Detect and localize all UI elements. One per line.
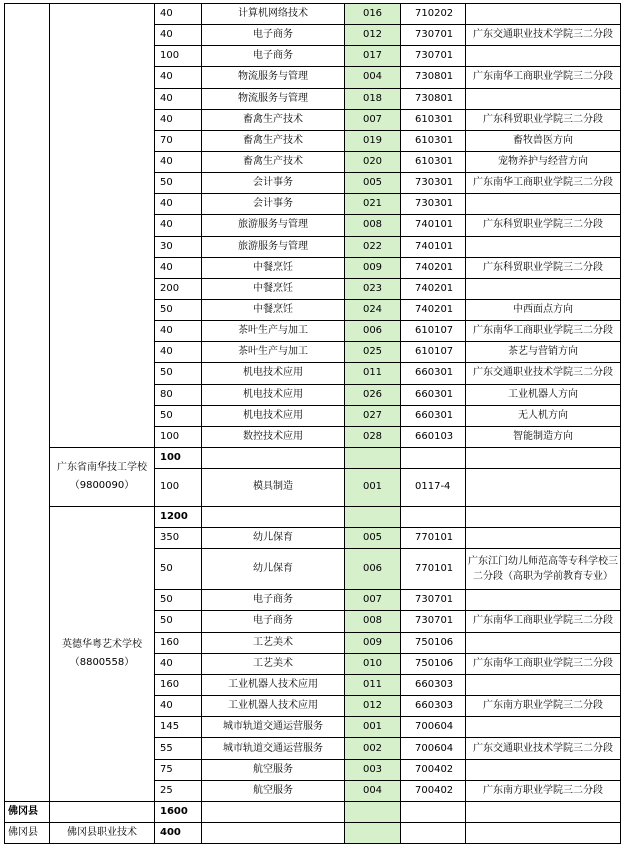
major-code-cell — [345, 447, 401, 468]
major-name-cell: 茶叶生产与加工 — [202, 342, 345, 363]
note-cell — [466, 590, 621, 611]
plan-count-cell: 30 — [155, 236, 202, 257]
major-code-cell: 011 — [345, 363, 401, 384]
plan-count-cell: 40 — [155, 25, 202, 46]
school-name-cell — [50, 506, 155, 801]
note-cell: 广东南华工商职业学院三二分段 — [466, 611, 621, 632]
table-cell — [401, 802, 466, 823]
county-name-cell: 佛冈县 — [5, 823, 50, 844]
table-cell — [202, 447, 345, 468]
plan-count-cell: 40 — [155, 696, 202, 717]
table-cell — [401, 823, 466, 844]
plan-count-cell: 40 — [155, 88, 202, 109]
table-row — [5, 447, 621, 468]
plan-count-cell: 100 — [155, 46, 202, 67]
major-code-cell: 012 — [345, 696, 401, 717]
major-name-cell: 幼儿保育 — [202, 527, 345, 548]
catalog-code-cell: 740201 — [401, 257, 466, 278]
major-code-cell — [345, 506, 401, 527]
note-cell: 广东交通职业技术学院三二分段 — [466, 363, 621, 384]
major-code-cell: 003 — [345, 759, 401, 780]
catalog-code-cell: 730301 — [401, 173, 466, 194]
catalog-code-cell: 740201 — [401, 278, 466, 299]
table-cell — [466, 802, 621, 823]
note-cell: 广东交通职业技术学院三二分段 — [466, 25, 621, 46]
major-code-cell: 022 — [345, 236, 401, 257]
major-code-cell: 004 — [345, 67, 401, 88]
major-code-cell: 027 — [345, 405, 401, 426]
table-cell — [50, 802, 155, 823]
major-code-cell: 006 — [345, 321, 401, 342]
major-code-cell — [345, 823, 401, 844]
plan-count-cell: 50 — [155, 611, 202, 632]
catalog-code-cell: 700402 — [401, 780, 466, 801]
catalog-code-cell: 710202 — [401, 4, 466, 25]
table-row — [5, 506, 621, 527]
plan-count-cell: 50 — [155, 405, 202, 426]
plan-count-cell: 40 — [155, 321, 202, 342]
catalog-code-cell: 770101 — [401, 549, 466, 590]
note-cell: 广东科贸职业学院三二分段 — [466, 215, 621, 236]
plan-count-cell: 40 — [155, 151, 202, 172]
plan-count-cell: 100 — [155, 468, 202, 506]
catalog-code-cell: 730801 — [401, 88, 466, 109]
major-code-cell: 005 — [345, 173, 401, 194]
catalog-code-cell: 610107 — [401, 321, 466, 342]
major-code-cell: 016 — [345, 4, 401, 25]
plan-count-cell: 200 — [155, 278, 202, 299]
major-code-cell: 026 — [345, 384, 401, 405]
major-code-cell: 020 — [345, 151, 401, 172]
major-name-cell: 茶叶生产与加工 — [202, 321, 345, 342]
table-cell — [466, 823, 621, 844]
major-name-cell: 数控技术应用 — [202, 426, 345, 447]
major-name-cell: 电子商务 — [202, 590, 345, 611]
note-cell — [466, 278, 621, 299]
major-code-cell: 007 — [345, 109, 401, 130]
major-code-cell: 008 — [345, 611, 401, 632]
catalog-code-cell: 660301 — [401, 384, 466, 405]
catalog-code-cell: 610107 — [401, 342, 466, 363]
school-total-cell: 1200 — [155, 506, 202, 527]
table-cell — [401, 506, 466, 527]
note-cell: 广东南方职业学院三二分段 — [466, 696, 621, 717]
note-cell — [466, 717, 621, 738]
major-code-cell: 010 — [345, 653, 401, 674]
school-name: 广东省南华技工学校 — [57, 461, 147, 473]
school-total-cell: 100 — [155, 447, 202, 468]
table-cell — [202, 823, 345, 844]
major-code-cell: 004 — [345, 780, 401, 801]
major-code-cell: 009 — [345, 257, 401, 278]
note-cell: 广东交通职业技术学院三二分段 — [466, 738, 621, 759]
catalog-code-cell: 730701 — [401, 46, 466, 67]
major-name-cell: 畜禽生产技术 — [202, 130, 345, 151]
major-code-cell: 006 — [345, 549, 401, 590]
catalog-code-cell: 660301 — [401, 405, 466, 426]
catalog-code-cell: 660303 — [401, 674, 466, 695]
plan-count-cell: 40 — [155, 109, 202, 130]
table-cell — [202, 802, 345, 823]
catalog-code-cell: 610301 — [401, 130, 466, 151]
catalog-code-cell: 700402 — [401, 759, 466, 780]
plan-count-cell: 160 — [155, 674, 202, 695]
catalog-code-cell: 610301 — [401, 109, 466, 130]
plan-count-cell: 40 — [155, 653, 202, 674]
catalog-code-cell: 730701 — [401, 590, 466, 611]
major-name-cell: 幼儿保育 — [202, 549, 345, 590]
note-cell: 无人机方向 — [466, 405, 621, 426]
catalog-code-cell: 750106 — [401, 653, 466, 674]
note-cell: 中西面点方向 — [466, 299, 621, 320]
county-name-cell: 佛冈县 — [5, 802, 50, 823]
major-code-cell: 008 — [345, 215, 401, 236]
major-name-cell: 机电技术应用 — [202, 363, 345, 384]
note-cell: 畜牧兽医方向 — [466, 130, 621, 151]
major-name-cell: 电子商务 — [202, 611, 345, 632]
table-cell — [466, 447, 621, 468]
plan-count-cell: 40 — [155, 215, 202, 236]
note-cell: 智能制造方向 — [466, 426, 621, 447]
plan-count-cell: 50 — [155, 173, 202, 194]
note-cell: 广东南华工商职业学院三二分段 — [466, 173, 621, 194]
note-cell — [466, 46, 621, 67]
major-name-cell: 会计事务 — [202, 194, 345, 215]
catalog-code-cell: 740201 — [401, 299, 466, 320]
major-code-cell: 002 — [345, 738, 401, 759]
plan-count-cell: 100 — [155, 426, 202, 447]
major-code-cell: 001 — [345, 468, 401, 506]
plan-count-cell: 25 — [155, 780, 202, 801]
school-name-cell: 佛冈县职业技术 — [50, 823, 155, 844]
major-name-cell: 城市轨道交通运营服务 — [202, 738, 345, 759]
plan-count-cell: 70 — [155, 130, 202, 151]
note-cell: 广东科贸职业学院三二分段 — [466, 109, 621, 130]
major-name-cell: 工艺美术 — [202, 632, 345, 653]
major-name-cell: 物流服务与管理 — [202, 67, 345, 88]
note-cell: 广东南华工商职业学院三二分段 — [466, 321, 621, 342]
county-cell-blank — [5, 4, 50, 802]
catalog-code-cell: 660301 — [401, 363, 466, 384]
major-code-cell: 023 — [345, 278, 401, 299]
plan-count-cell: 145 — [155, 717, 202, 738]
major-code-cell: 018 — [345, 88, 401, 109]
school-total-cell: 400 — [155, 823, 202, 844]
major-code-cell: 019 — [345, 130, 401, 151]
major-name-cell: 中餐烹饪 — [202, 257, 345, 278]
major-name-cell: 畜禽生产技术 — [202, 151, 345, 172]
note-cell: 宠物养护与经营方向 — [466, 151, 621, 172]
school-name: 英德华粤艺术学校 — [62, 638, 142, 650]
catalog-code-cell: 750106 — [401, 632, 466, 653]
major-name-cell: 模具制造 — [202, 468, 345, 506]
catalog-code-cell: 770101 — [401, 527, 466, 548]
plan-count-cell: 50 — [155, 363, 202, 384]
major-code-cell: 011 — [345, 674, 401, 695]
school-id: （9800090） — [69, 479, 135, 491]
note-cell — [466, 236, 621, 257]
major-code-cell — [345, 802, 401, 823]
note-cell — [466, 632, 621, 653]
note-cell: 广东江门幼儿师范高等专科学校三二分段（高职为学前教育专业） — [466, 549, 621, 590]
note-cell: 茶艺与营销方向 — [466, 342, 621, 363]
catalog-code-cell: 0117-4 — [401, 468, 466, 506]
major-name-cell: 物流服务与管理 — [202, 88, 345, 109]
major-name-cell: 畜禽生产技术 — [202, 109, 345, 130]
note-cell: 广东南方职业学院三二分段 — [466, 780, 621, 801]
catalog-code-cell: 740101 — [401, 236, 466, 257]
major-code-cell: 021 — [345, 194, 401, 215]
catalog-code-cell: 730701 — [401, 25, 466, 46]
major-name-cell: 城市轨道交通运营服务 — [202, 717, 345, 738]
note-cell: 广东南华工商职业学院三二分段 — [466, 67, 621, 88]
table-body — [5, 4, 621, 844]
major-name-cell: 航空服务 — [202, 780, 345, 801]
major-code-cell: 028 — [345, 426, 401, 447]
major-name-cell: 机电技术应用 — [202, 384, 345, 405]
county-total-cell: 1600 — [155, 802, 202, 823]
table-row — [5, 823, 621, 844]
catalog-code-cell: 730801 — [401, 67, 466, 88]
note-cell — [466, 759, 621, 780]
catalog-code-cell: 740101 — [401, 215, 466, 236]
school-id: （8800558） — [69, 656, 135, 668]
catalog-code-cell: 660103 — [401, 426, 466, 447]
plan-count-cell: 40 — [155, 342, 202, 363]
plan-count-cell: 50 — [155, 299, 202, 320]
plan-count-cell: 350 — [155, 527, 202, 548]
major-code-cell: 005 — [345, 527, 401, 548]
plan-count-cell: 55 — [155, 738, 202, 759]
catalog-code-cell: 730701 — [401, 611, 466, 632]
note-cell — [466, 194, 621, 215]
plan-count-cell: 50 — [155, 549, 202, 590]
plan-count-cell: 40 — [155, 257, 202, 278]
note-cell — [466, 674, 621, 695]
major-code-cell: 001 — [345, 717, 401, 738]
major-name-cell: 旅游服务与管理 — [202, 215, 345, 236]
major-code-cell: 009 — [345, 632, 401, 653]
major-name-cell: 计算机网络技术 — [202, 4, 345, 25]
major-name-cell: 中餐烹饪 — [202, 278, 345, 299]
county-total-row — [5, 802, 621, 823]
note-cell — [466, 4, 621, 25]
major-name-cell: 中餐烹饪 — [202, 299, 345, 320]
major-name-cell: 工业机器人技术应用 — [202, 696, 345, 717]
note-cell: 广东科贸职业学院三二分段 — [466, 257, 621, 278]
table-cell — [202, 506, 345, 527]
major-name-cell: 旅游服务与管理 — [202, 236, 345, 257]
note-cell: 广东南华工商职业学院三二分段 — [466, 653, 621, 674]
catalog-code-cell: 700604 — [401, 717, 466, 738]
table-cell — [401, 447, 466, 468]
enrollment-plan-table — [4, 3, 621, 844]
major-name-cell: 会计事务 — [202, 173, 345, 194]
major-name-cell: 电子商务 — [202, 25, 345, 46]
note-cell — [466, 468, 621, 506]
catalog-code-cell: 660303 — [401, 696, 466, 717]
major-name-cell: 工业机器人技术应用 — [202, 674, 345, 695]
major-name-cell: 工艺美术 — [202, 653, 345, 674]
major-name-cell: 航空服务 — [202, 759, 345, 780]
table-row — [5, 4, 621, 25]
plan-count-cell: 40 — [155, 194, 202, 215]
major-code-cell: 012 — [345, 25, 401, 46]
school-cell-blank — [50, 4, 155, 448]
plan-count-cell: 50 — [155, 590, 202, 611]
catalog-code-cell: 700604 — [401, 738, 466, 759]
note-cell: 工业机器人方向 — [466, 384, 621, 405]
major-code-cell: 024 — [345, 299, 401, 320]
major-code-cell: 017 — [345, 46, 401, 67]
plan-count-cell: 160 — [155, 632, 202, 653]
plan-count-cell: 80 — [155, 384, 202, 405]
catalog-code-cell: 730301 — [401, 194, 466, 215]
note-cell — [466, 527, 621, 548]
catalog-code-cell: 610301 — [401, 151, 466, 172]
plan-count-cell: 75 — [155, 759, 202, 780]
major-code-cell: 025 — [345, 342, 401, 363]
plan-count-cell: 40 — [155, 4, 202, 25]
major-name-cell: 机电技术应用 — [202, 405, 345, 426]
major-code-cell: 007 — [345, 590, 401, 611]
plan-count-cell: 40 — [155, 67, 202, 88]
note-cell — [466, 88, 621, 109]
major-name-cell: 电子商务 — [202, 46, 345, 67]
table-cell — [466, 506, 621, 527]
school-name-cell — [50, 447, 155, 506]
